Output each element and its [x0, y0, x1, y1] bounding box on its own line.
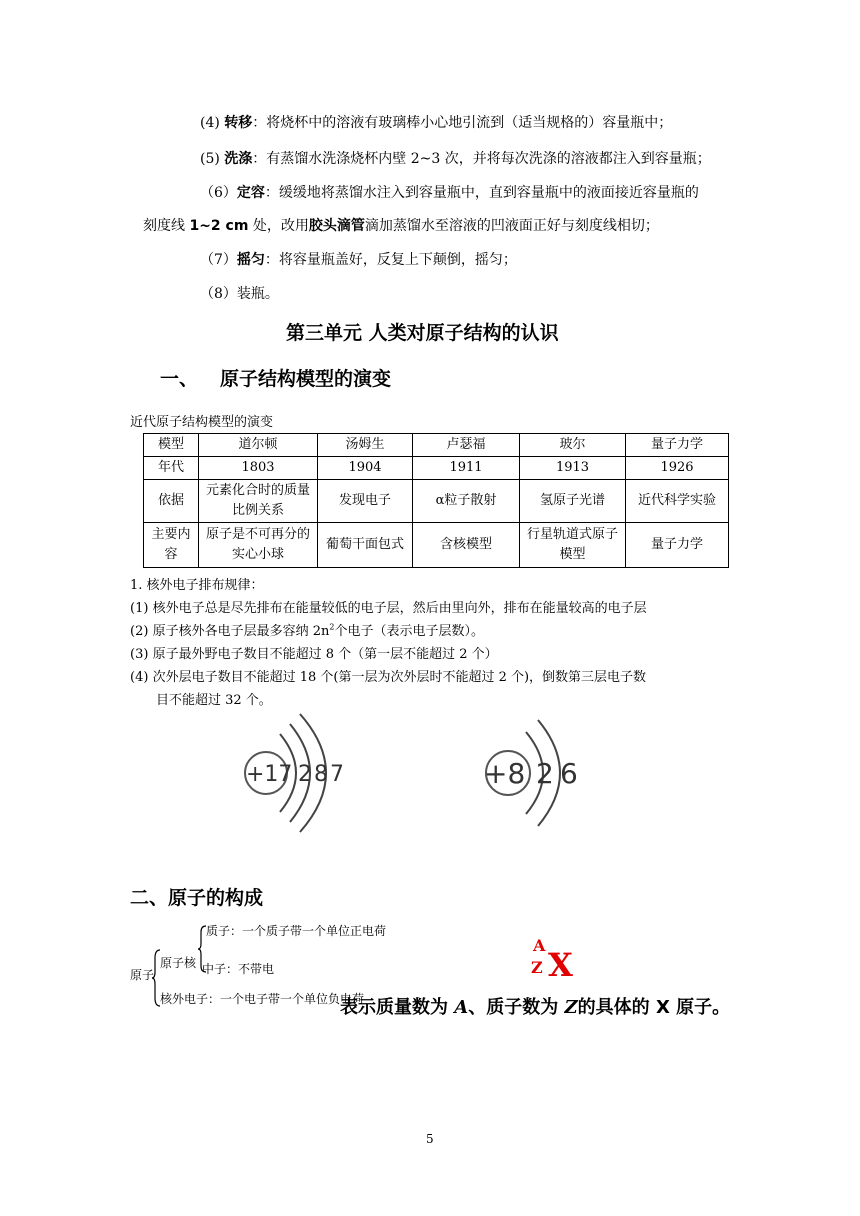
shell-count: 2 [298, 762, 312, 787]
element-symbol: X [548, 946, 573, 984]
table-header-cell: 卢瑟福 [413, 434, 520, 457]
section-1-num: 一、 [160, 368, 199, 390]
table-header-row [144, 434, 729, 457]
table-cell: 行星轨道式原子模型 [520, 523, 626, 568]
rule-4 [130, 666, 646, 685]
step-6-num: （6） [200, 185, 237, 201]
table-row [144, 480, 729, 523]
table-cell: α粒子散射 [413, 480, 520, 523]
step-4-num: (4) [200, 115, 220, 131]
table-cell: 1913 [520, 457, 626, 480]
rule-text: 次外层电子数目不能超过 18 个(第一层为次外层时不能超过 2 个)，倒数第三层电子数 [152, 670, 647, 685]
rule-3 [130, 643, 498, 662]
neutron-label: 中子：不带电 [202, 962, 275, 976]
mass-number-symbol: A [533, 936, 546, 955]
table-header-cell: 玻尔 [520, 434, 626, 457]
table-cell: 量子力学 [626, 523, 729, 568]
step-7-num: （7） [200, 252, 237, 268]
rule-num: (4) [130, 670, 149, 685]
table-cell: 1904 [318, 457, 413, 480]
rule-2 [130, 620, 484, 639]
table-cell: 氢原子光谱 [520, 480, 626, 523]
caption-text: 、质子数为 [468, 997, 565, 1018]
table-row [144, 523, 729, 568]
rule-text: 核外电子总是尽先排布在能量较低的电子层，然后由里向外，排布在能量较高的电子层 [152, 601, 647, 616]
electron-label: 核外电子：一个电子带一个单位负电荷 [160, 992, 365, 1006]
table-header-cell: 道尔顿 [199, 434, 318, 457]
step-4 [200, 112, 672, 132]
table-row [144, 457, 729, 480]
table-cell: 1803 [199, 457, 318, 480]
rules-title: 1. 核外电子排布规律： [130, 578, 264, 593]
table-header-cell: 汤姆生 [318, 434, 413, 457]
step-6-key: 定容 [236, 185, 265, 201]
atomic-number-symbol: Z [531, 958, 543, 977]
table-cell: 含核模型 [413, 523, 520, 568]
step-6-text-b: 1~2 cm [189, 218, 249, 234]
caption-text: 表示质量数为 [340, 997, 455, 1018]
table-cell: 元素化合时的质量比例关系 [199, 480, 318, 523]
caption-var-z: Z [564, 997, 578, 1018]
rule-num: (1) [130, 601, 149, 616]
step-6-text-d: 胶头滴管 [308, 218, 365, 234]
step-7-key: 摇匀 [236, 252, 265, 268]
table-caption: 近代原子结构模型的演变 [130, 415, 274, 430]
caption-text: 的具体的 X 原子。 [577, 997, 731, 1018]
section-1-heading [160, 364, 391, 391]
step-6-text-e: 滴加蒸馏水至溶液的凹液面正好与刻度线相切； [364, 218, 659, 234]
nucleus-charge: +8 [484, 757, 526, 790]
rule-sup: 2 [329, 622, 335, 632]
step-5 [200, 148, 711, 168]
nucleus-label: 原子核 [160, 956, 197, 970]
table-cell: 主要内容 [144, 523, 199, 568]
atom-diagram-chlorine [232, 706, 372, 836]
atom-label: 原子 [130, 968, 155, 982]
shell-count: 8 [314, 762, 328, 787]
unit-title: 第三单元 人类对原子结构的认识 [286, 322, 559, 344]
step-5-num: (5) [200, 151, 220, 167]
shell-count: 7 [330, 762, 344, 787]
caption-var-a: A [454, 997, 469, 1018]
rule-num: (3) [130, 647, 149, 662]
table-cell: 1911 [413, 457, 520, 480]
step-5-key: 洗涤 [224, 151, 253, 167]
nucleus-charge: +17 [246, 762, 293, 787]
atom-diagram-oxygen [476, 706, 596, 836]
section-2-title: 二、原子的构成 [130, 887, 264, 909]
step-6-text-c: 处，改用 [248, 218, 309, 234]
rule-text: 个电子（表示电子层数）。 [334, 624, 484, 639]
rule-4-cont: 目不能超过 32 个。 [156, 693, 272, 708]
step-5-text: ：有蒸馏水洗涤烧杯内壁 2~3 次，并将每次洗涤的溶液都注入到容量瓶； [252, 151, 711, 167]
step-6-text-a: 刻度线 [143, 218, 190, 234]
rule-num: (2) [130, 624, 149, 639]
step-7 [200, 249, 517, 269]
rule-text: 原子最外野电子数目不能超过 8 个（第一层不能超过 2 个） [152, 647, 498, 662]
table-header-cell: 量子力学 [626, 434, 729, 457]
table-cell: 依据 [144, 480, 199, 523]
table-cell: 葡萄干面包式 [318, 523, 413, 568]
atom-composition-diagram [130, 920, 387, 1012]
step-6-line2 [143, 215, 659, 235]
proton-label: 质子：一个质子带一个单位正电荷 [206, 924, 387, 938]
rule-1 [130, 597, 647, 616]
page-number: 5 [426, 1132, 434, 1146]
table-cell: 发现电子 [318, 480, 413, 523]
table-header-cell: 模型 [144, 434, 199, 457]
table-cell: 年代 [144, 457, 199, 480]
shell-count: 2 [536, 757, 554, 790]
table-cell: 原子是不可再分的实心小球 [199, 523, 318, 568]
rule-text: 原子核外各电子层最多容纳 2n [152, 624, 330, 639]
shell-count: 6 [560, 757, 578, 790]
table-cell: 1926 [626, 457, 729, 480]
section-1-title: 原子结构模型的演变 [220, 368, 392, 390]
table-cell: 近代科学实验 [626, 480, 729, 523]
step-4-key: 转移 [224, 115, 253, 131]
step-8: （8）装瓶。 [200, 286, 279, 302]
step-7-text: ：将容量瓶盖好，反复上下颠倒，摇匀； [264, 252, 517, 268]
atomic-models-table [143, 433, 729, 568]
step-4-text: ：将烧杯中的溶液有玻璃棒小心地引流到（适当规格的）容量瓶中； [252, 115, 673, 131]
step-6-text: ：缓缓地将蒸馏水注入到容量瓶中，直到容量瓶中的液面接近容量瓶的 [264, 185, 699, 201]
nuclide-caption [340, 993, 730, 1019]
step-6-line1 [200, 182, 699, 202]
